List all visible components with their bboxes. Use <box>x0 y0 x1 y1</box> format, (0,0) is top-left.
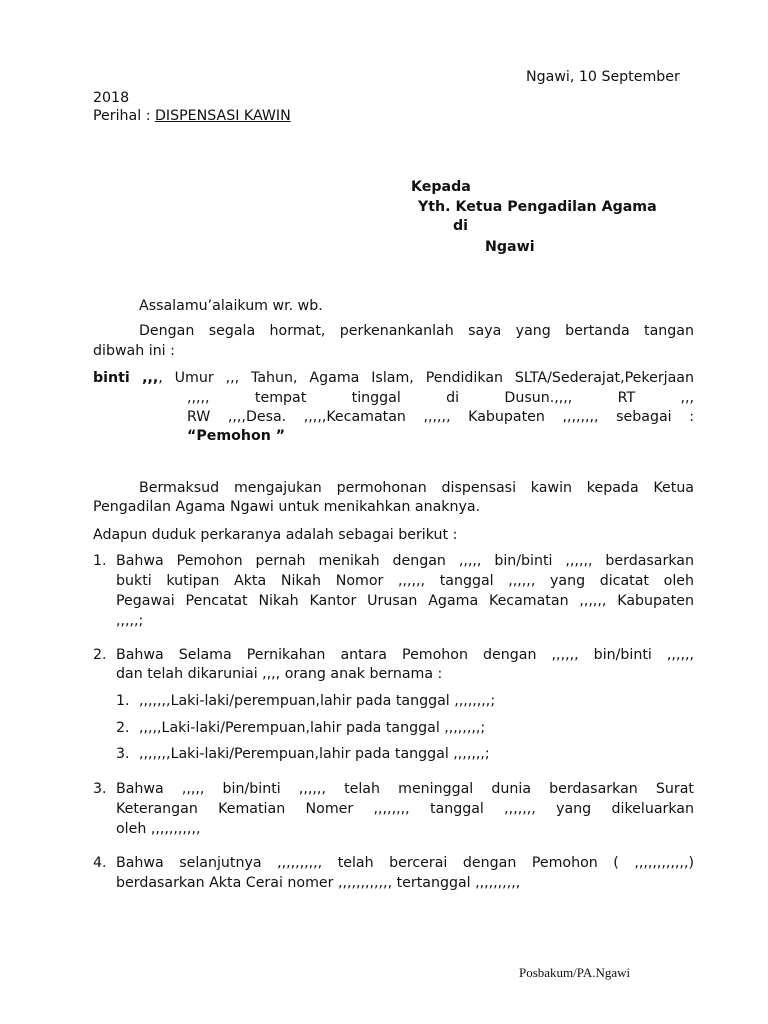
recipient-kepada: Kepada <box>411 179 471 195</box>
item-1-number: 1. <box>93 553 107 569</box>
purpose-line-1: Bermaksud mengajukan permohonan dispensasi kawin kepada Ketua <box>139 480 694 496</box>
perihal-label: Perihal : <box>93 108 155 124</box>
perihal-value: DISPENSASI KAWIN <box>154 108 291 124</box>
identity-details: , Umur ,,, Tahun, Agama Islam, Pendidikan SLTA/Sederajat,Pekerjaan <box>158 370 694 386</box>
item-1-line-3: Pegawai Pencatat Nikah Kantor Urusan Agama Kecamatan ,,,,,, Kabupaten <box>116 593 694 609</box>
item-1-line-4: ,,,,,; <box>116 613 144 629</box>
child-2-text: ,,,,,Laki-laki/Perempuan,lahir pada tanggal ,,,,,,,,; <box>139 720 486 736</box>
item-1-line-2: bukti kutipan Akta Nikah Nomor ,,,,,, tanggal ,,,,,, yang dicatat oleh <box>116 573 694 589</box>
perihal-line <box>93 106 291 126</box>
item-4-line-1: Bahwa selanjutnya ,,,,,,,,,, telah bercerai dengan Pemohon ( ,,,,,,,,,,,,) <box>116 855 694 871</box>
item-4-number: 4. <box>93 855 107 871</box>
child-2-number: 2. <box>116 720 130 736</box>
intro-line-2: dibwah ini : <box>93 343 175 359</box>
duduk-intro: Adapun duduk perkaranya adalah sebagai berikut : <box>93 527 458 543</box>
identity-name: binti ,,, <box>93 370 159 386</box>
place-date: Ngawi, 10 September <box>526 69 680 85</box>
child-3-number: 3. <box>116 746 130 762</box>
recipient-city: Ngawi <box>485 239 535 255</box>
item-4-line-2: berdasarkan Akta Cerai nomer ,,,,,,,,,,,, tertanggal ,,,,,,,,,, <box>116 875 521 891</box>
footer-text: Posbakum/PA.Ngawi <box>519 965 631 980</box>
place-date-year: 2018 <box>93 90 130 106</box>
child-1-text: ,,,,,,,Laki-laki/perempuan,lahir pada tanggal ,,,,,,,,; <box>139 693 496 709</box>
salam: Assalamu’alaikum wr. wb. <box>139 298 323 314</box>
identity-line-2: ,,,,, tempat tinggal di Dusun.,,,, RT ,,, <box>187 390 694 406</box>
item-3-line-1: Bahwa ,,,,, bin/binti ,,,,,, telah meninggal dunia berdasarkan Surat <box>116 781 694 797</box>
identity-role: “Pemohon ” <box>187 428 286 444</box>
intro-line-1: Dengan segala hormat, perkenankanlah saya yang bertanda tangan <box>139 323 694 339</box>
item-3-line-2: Keterangan Kematian Nomer ,,,,,,,, tanggal ,,,,,,, yang dikeluarkan <box>116 801 694 817</box>
identity-line-1 <box>93 368 694 388</box>
child-3-text: ,,,,,,,Laki-laki/Perempuan,lahir pada tanggal ,,,,,,,; <box>139 746 490 762</box>
item-2-line-1: Bahwa Selama Pernikahan antara Pemohon dengan ,,,,,, bin/binti ,,,,,, <box>116 647 694 663</box>
recipient-yth: Yth. Ketua Pengadilan Agama <box>418 199 657 215</box>
identity-line-3: RW ,,,,Desa. ,,,,,Kecamatan ,,,,,, Kabupaten ,,,,,,,, sebagai : <box>187 409 694 425</box>
purpose-line-2: Pengadilan Agama Ngawi untuk menikahkan anaknya. <box>93 499 481 515</box>
recipient-di: di <box>453 218 469 234</box>
item-3-number: 3. <box>93 781 107 797</box>
item-3-line-3: oleh ,,,,,,,,,,, <box>116 821 201 837</box>
item-1-line-1: Bahwa Pemohon pernah menikah dengan ,,,,, bin/binti ,,,,,, berdasarkan <box>116 553 694 569</box>
item-2-line-2: dan telah dikaruniai ,,,, orang anak bernama : <box>116 666 443 682</box>
item-2-number: 2. <box>93 647 107 663</box>
child-1-number: 1. <box>116 693 130 709</box>
